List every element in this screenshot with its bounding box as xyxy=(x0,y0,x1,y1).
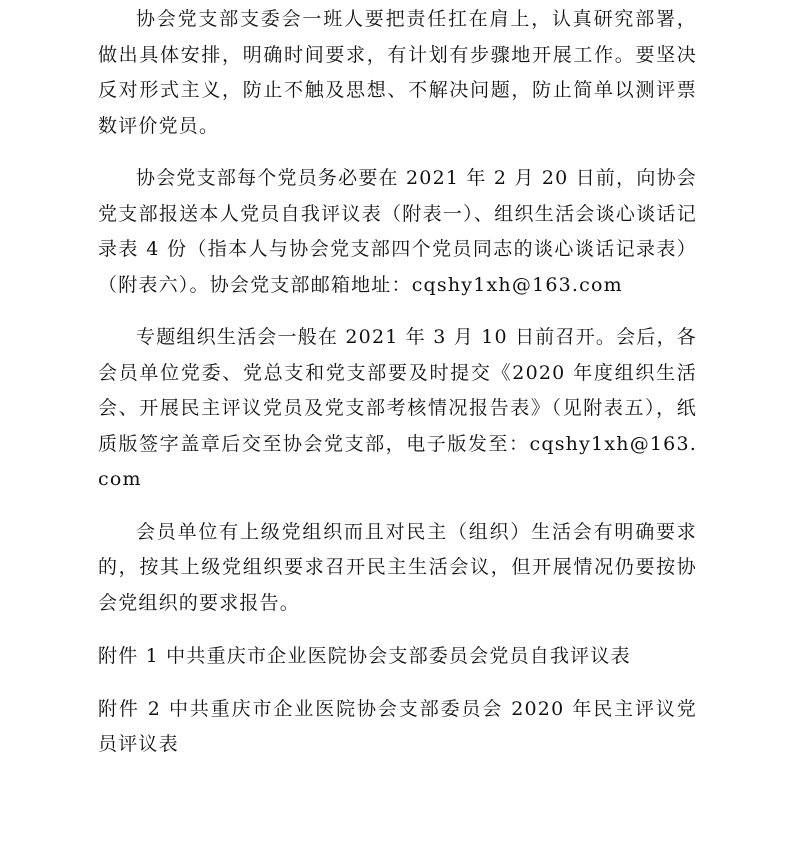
attachment-1: 附件 1 中共重庆市企业医院协会支部委员会党员自我评议表 xyxy=(98,645,631,667)
attachment-2: 附件 2 中共重庆市企业医院协会支部委员会 2020 年民主评议党员评议表 xyxy=(98,697,697,755)
paragraph-superior-organization: 会员单位有上级党组织而且对民主（组织）生活会有明确要求的，按其上级党组织要求召开民主生活会议，但开展情况仍要按协会党组织的要求报告。 xyxy=(98,520,697,614)
paragraph-submission-deadline: 协会党支部每个党员务必要在 2021 年 2 月 20 日前，向协会党支部报送本人党员自我评议表（附表一）、组织生活会谈心谈话记录表 4 份（指本人与协会党支部四个党员同志的谈心谈话记录表）（附表六）。协会党支部邮箱地址：cqshy1xh@163.com xyxy=(98,167,697,296)
paragraph-meeting-schedule: 专题组织生活会一般在 2021 年 3 月 10 日前召开。会后，各会员单位党委、党总支和党支部要及时提交《2020 年度组织生活会、开展民主评议党员及党支部考核情况报告表》（见附表五），纸质版签字盖章后交至协会党支部，电子版发至：cqshy1xh@163.com xyxy=(98,326,697,490)
paragraph-work-requirements: 协会党支部支委会一班人要把责任扛在肩上，认真研究部署，做出具体安排，明确时间要求，有计划有步骤地开展工作。要坚决反对形式主义，防止不触及思想、不解决问题，防止简单以测评票数评价党员。 xyxy=(98,8,697,137)
